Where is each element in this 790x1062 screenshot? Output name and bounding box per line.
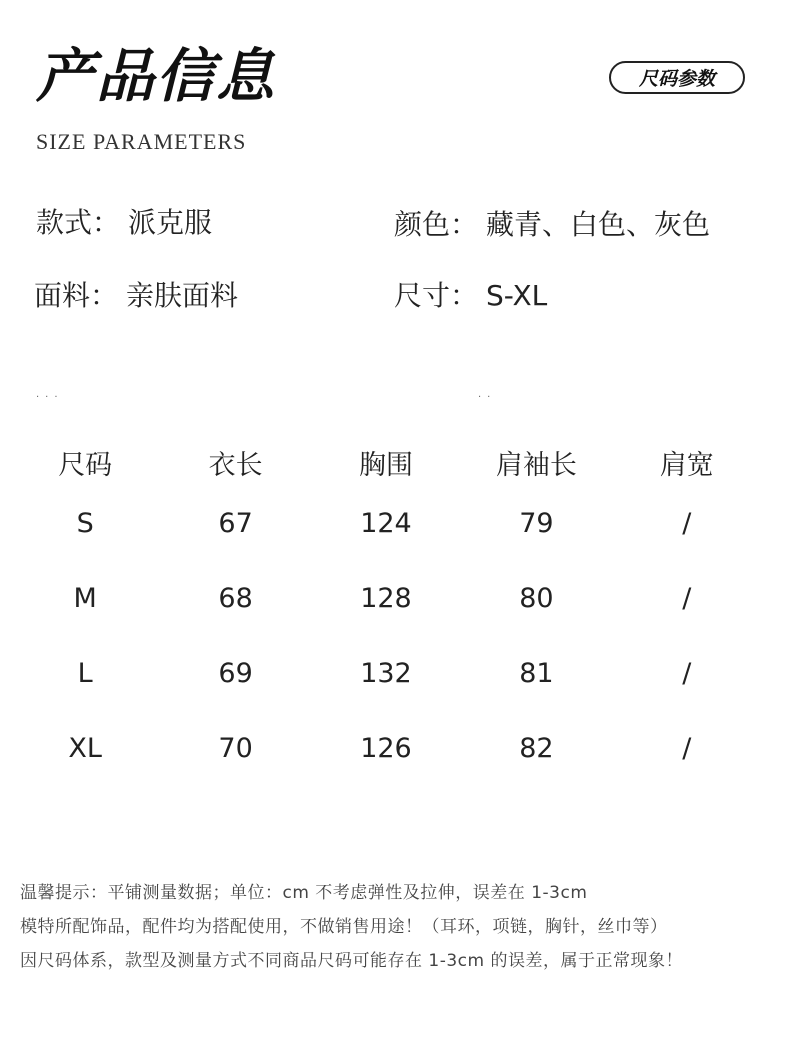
cell-shoulder: / [682, 733, 692, 764]
header-size: 尺码 [58, 449, 113, 481]
page-subtitle: SIZE PARAMETERS [36, 129, 247, 154]
cell-sleeve: 81 [519, 658, 554, 689]
cell-size: S [76, 508, 94, 539]
cell-sleeve: 79 [519, 508, 554, 539]
header-sleeve: 肩袖长 [495, 449, 577, 481]
page-title: 产品信息 [36, 42, 277, 110]
header-chest: 胸围 [358, 449, 413, 481]
size-table [10, 438, 762, 786]
info-size [394, 278, 547, 314]
cell-chest: 128 [360, 583, 412, 614]
cell-chest: 132 [360, 658, 412, 689]
cell-length: 70 [218, 733, 253, 764]
cell-chest: 126 [360, 733, 412, 764]
info-size-value: S-XL [486, 279, 548, 312]
info-style-value: 派克服 [128, 206, 213, 239]
size-table-header [10, 438, 762, 486]
table-row [10, 486, 762, 561]
info-fabric [34, 278, 238, 314]
cell-shoulder: / [682, 508, 692, 539]
info-fabric-label: 面料： [34, 279, 119, 312]
cell-shoulder: / [682, 658, 692, 689]
info-color-value: 藏青、白色、灰色 [486, 208, 711, 241]
table-row [10, 636, 762, 711]
info-color-label: 颜色： [394, 208, 479, 241]
cell-length: 69 [218, 658, 253, 689]
cell-shoulder: / [682, 583, 692, 614]
note-line: 温馨提示：平铺测量数据；单位：cm 不考虑弹性及拉伸，误差在 1-3cm [20, 883, 588, 903]
cell-sleeve: 82 [519, 733, 554, 764]
size-parameters-badge: 尺码参数 [609, 61, 745, 94]
notes [20, 876, 683, 978]
header-length: 衣长 [208, 449, 263, 481]
cell-size: M [73, 583, 97, 614]
info-style-label: 款式： [36, 206, 121, 239]
decorative-dots: ·· [478, 392, 497, 403]
cell-length: 68 [218, 583, 253, 614]
info-color [394, 207, 710, 243]
cell-size: XL [68, 733, 102, 764]
cell-size: L [77, 658, 93, 689]
table-row [10, 711, 762, 786]
info-size-label: 尺寸： [394, 279, 479, 312]
info-fabric-value: 亲肤面料 [126, 279, 239, 312]
cell-sleeve: 80 [519, 583, 554, 614]
note-line: 模特所配饰品，配件均为搭配使用，不做销售用途！（耳环，项链，胸针，丝巾等） [20, 917, 668, 937]
info-style [36, 205, 212, 241]
cell-chest: 124 [360, 508, 412, 539]
cell-length: 67 [218, 508, 253, 539]
header-shoulder: 肩宽 [659, 449, 714, 481]
note-line: 因尺码体系，款型及测量方式不同商品尺码可能存在 1-3cm 的误差，属于正常现象！ [20, 951, 683, 971]
decorative-dots: ··· [36, 392, 64, 403]
table-row [10, 561, 762, 636]
